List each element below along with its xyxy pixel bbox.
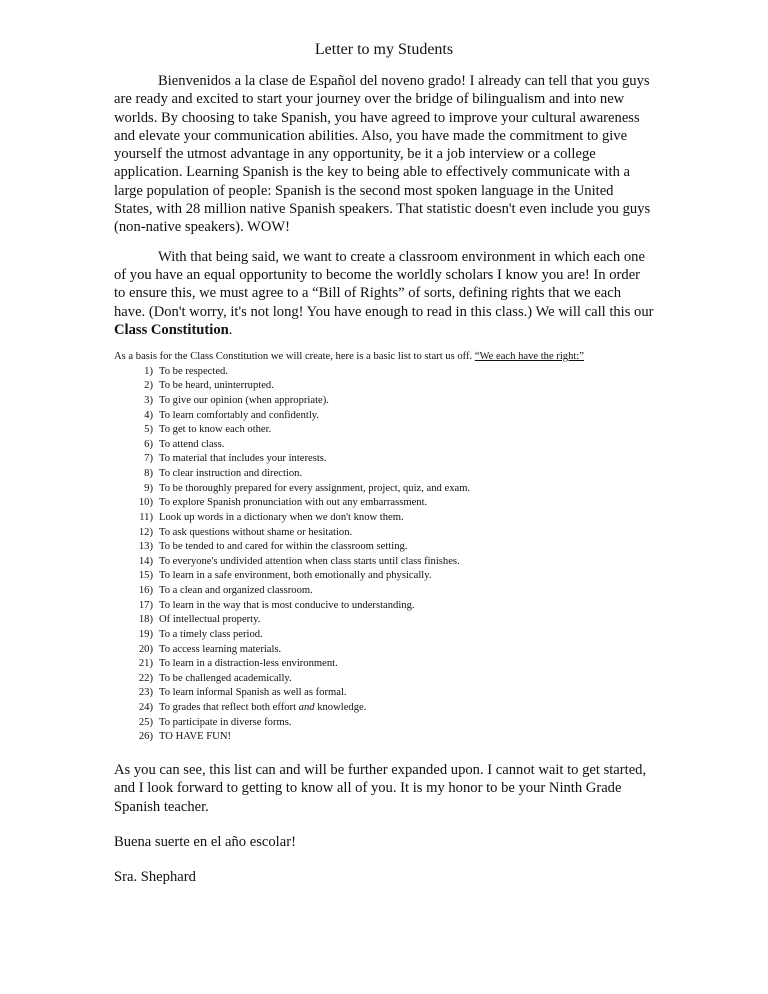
rights-list-item <box>114 409 654 424</box>
rights-list-item <box>114 599 654 614</box>
bill-of-rights-paragraph <box>114 248 654 339</box>
bill-of-rights-end: . <box>228 321 233 338</box>
rights-item-text: To be tended to and cared for within the classroom setting. <box>159 541 408 553</box>
rights-list-item <box>114 423 654 438</box>
rights-item-text: Of intellectual property. <box>159 614 261 626</box>
rights-item-text: To access learning materials. <box>159 643 282 655</box>
rights-item-number: 26) <box>138 731 153 743</box>
rights-list-item <box>114 643 654 658</box>
rights-intro-text: As a basis for the Class Constitution we will create, here is a basic list to start us off. <box>114 351 475 363</box>
rights-list-item <box>114 394 654 409</box>
rights-item-text: To a timely class period. <box>159 628 263 640</box>
rights-list-item <box>114 569 654 584</box>
rights-item-text: To explore Spanish pronunciation with out any embarrassment. <box>159 497 428 509</box>
rights-item-text-part: knowledge. <box>314 702 367 714</box>
rights-list-item <box>114 686 654 701</box>
class-constitution-label: Class Constitution <box>114 321 229 338</box>
rights-item-number: 25) <box>138 716 153 728</box>
rights-item-number: 12) <box>138 526 153 538</box>
rights-item-text: To everyone's undivided attention when class starts until class finishes. <box>159 555 460 567</box>
rights-list-item <box>114 613 654 628</box>
rights-item-text: To attend class. <box>159 438 225 450</box>
rights-list-item <box>114 438 654 453</box>
rights-list-item <box>114 526 654 541</box>
rights-item-number: 16) <box>138 585 153 597</box>
rights-list-item <box>114 467 654 482</box>
rights-item-text: To learn in a safe environment, both emotionally and physically. <box>159 570 432 582</box>
letter-title: Letter to my Students <box>314 41 454 58</box>
rights-item-text: To be challenged academically. <box>159 672 292 684</box>
rights-item-text-italic: and <box>298 702 315 714</box>
rights-item-number: 14) <box>138 555 153 567</box>
rights-intro <box>114 350 654 365</box>
rights-item-text: To learn comfortably and confidently. <box>159 409 320 421</box>
rights-list-item <box>114 730 654 745</box>
rights-list-item <box>114 701 654 716</box>
rights-item-text: To be thoroughly prepared for every assignment, project, quiz, and exam. <box>159 482 471 494</box>
rights-list-item <box>114 496 654 511</box>
rights-intro-underlined: “We each have the right:” <box>474 351 584 363</box>
rights-item-text: To be heard, uninterrupted. <box>159 380 274 392</box>
closing-paragraph: As you can see, this list can and will be further expanded upon. I cannot wait to get started, and I look forward to getting to know all of you. It is my honor to be your Ninth Grade Spanish teacher. <box>114 761 647 815</box>
rights-item-number: 10) <box>138 497 153 509</box>
rights-item-text: To be respected. <box>159 365 228 377</box>
rights-item-number: 4) <box>144 409 153 421</box>
rights-list-item <box>114 657 654 672</box>
rights-list-item <box>114 716 654 731</box>
rights-item-text: To clear instruction and direction. <box>159 468 303 480</box>
rights-item-text: To learn in a distraction-less environment. <box>159 658 338 670</box>
rights-list-item <box>114 379 654 394</box>
rights-item-number: 18) <box>138 614 153 626</box>
rights-list <box>114 365 654 745</box>
rights-item-number: 9) <box>144 482 153 494</box>
rights-item-number: 7) <box>144 453 153 465</box>
rights-list-item <box>114 584 654 599</box>
bill-of-rights-text: With that being said, we want to create a classroom environment in which each one of you have an equal opportunity to become the worldly scholars I know you are! In order to ensure this, we must agree to a “Bill of Rights” of sorts, defining rights that we each have. (Don't worry, it's not long! You have enough to read in this class.) We will call this our <box>114 248 654 320</box>
rights-item-number: 1) <box>144 365 153 377</box>
rights-item-number: 20) <box>138 643 153 655</box>
rights-list-item <box>114 555 654 570</box>
rights-item-text: To give our opinion (when appropriate). <box>159 394 329 406</box>
rights-item-text: To participate in diverse forms. <box>159 716 292 728</box>
rights-list-item <box>114 452 654 467</box>
rights-item-text: To material that includes your interests. <box>159 453 327 465</box>
rights-list-item <box>114 365 654 380</box>
rights-item-number: 15) <box>138 570 153 582</box>
rights-item-number: 24) <box>138 702 153 714</box>
rights-item-number: 21) <box>138 658 153 670</box>
rights-item-text: To get to know each other. <box>159 424 272 436</box>
rights-list-item <box>114 511 654 526</box>
rights-item-number: 8) <box>144 468 153 480</box>
rights-item-number: 13) <box>138 541 153 553</box>
rights-item-number: 11) <box>139 511 153 523</box>
rights-list-item <box>114 672 654 687</box>
rights-item-text: To learn in the way that is most conducive to understanding. <box>159 599 415 611</box>
welcome-paragraph: Bienvenidos a la clase de Español del noveno grado! I already can tell that you guys are ready and excited to start your journey over the bridge of bilingualism and into new worlds. By choosing to take Spanish, you have agreed to improve your cultural awareness and elevate your communication abilities. Also, you have made the commitment to give yourself the utmost advantage in any opportunity, be it a job interview or a college application. Learning Spanish is the key to being able to effectively communicate with a large population of people: Spanish is the second most spoken language in the United States, with 28 million native Spanish speakers. That statistic doesn't even include you guys (non-native speakers). WOW! <box>114 73 651 236</box>
rights-item-number: 3) <box>144 394 153 406</box>
rights-item-number: 2) <box>144 380 153 392</box>
rights-item-text <box>159 701 366 716</box>
rights-item-number: 17) <box>138 599 153 611</box>
farewell-line: Buena suerte en el año escolar! <box>114 833 296 850</box>
rights-item-text: TO HAVE FUN! <box>159 731 232 743</box>
rights-item-text: To a clean and organized classroom. <box>159 585 313 597</box>
rights-item-number: 6) <box>144 438 153 450</box>
rights-list-item <box>114 540 654 555</box>
signature: Sra. Shephard <box>114 869 196 886</box>
letter-page <box>114 40 654 886</box>
rights-item-number: 22) <box>138 672 153 684</box>
rights-item-text: To ask questions without shame or hesitation. <box>159 526 353 538</box>
rights-item-text-part: To grades that reflect both effort <box>159 702 299 714</box>
rights-item-number: 5) <box>144 424 153 436</box>
rights-item-text: Look up words in a dictionary when we don't know them. <box>159 511 404 523</box>
rights-item-number: 23) <box>138 687 153 699</box>
rights-list-item <box>114 628 654 643</box>
rights-item-text: To learn informal Spanish as well as formal. <box>159 687 347 699</box>
rights-list-item <box>114 482 654 497</box>
rights-item-number: 19) <box>138 628 153 640</box>
